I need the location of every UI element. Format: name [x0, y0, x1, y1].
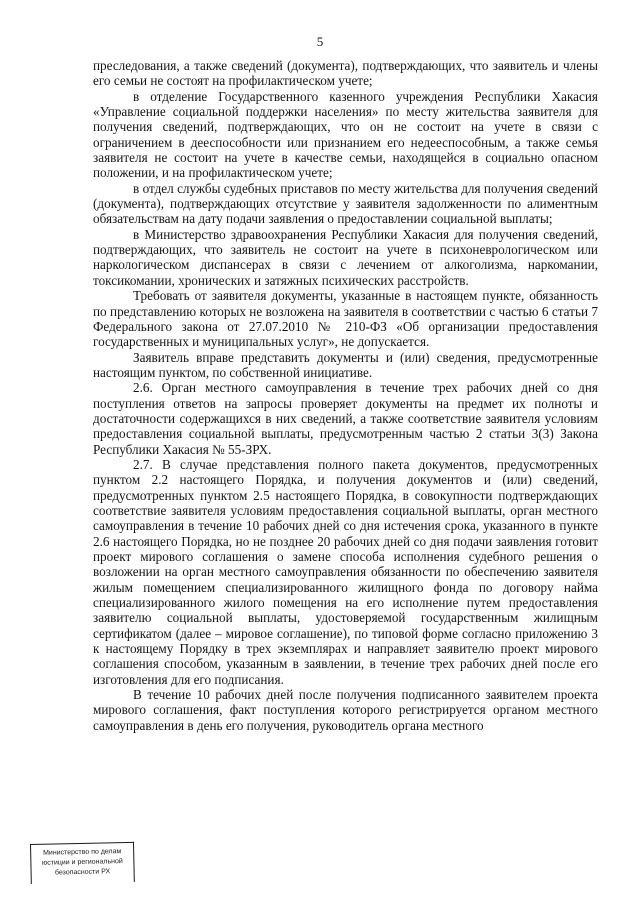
stamp-line: безопасности РХ: [54, 868, 111, 877]
paragraph: Заявитель вправе представить документы и (или) сведения, предусмотренные настоящим пунктом, по собственной инициативе.: [93, 349, 598, 380]
stamp-line: Министерство по делам: [42, 848, 122, 857]
paragraph: в отделение Государственного казенного учреждения Республики Хакасия «Управление социальной поддержки населения» по месту жительства заявителя для получения сведений, подтверждающих, что он не состоит на учете в связи с ограничением в дееспособности или признанием его недееспособным, а также семья заявителя не состоит на учете в качестве семьи, находящейся в социально опасном положении, и на профилактическом учете;: [93, 88, 598, 181]
paragraph: в отдел службы судебных приставов по месту жительства для получения сведений (документа), подтверждающих отсутствие у заявителя задолженности по алиментным обязательствам на дату подачи заявления о предоставлении социальной выплаты;: [93, 180, 598, 227]
paragraph: 2.6. Орган местного самоуправления в течение трех рабочих дней со дня поступления ответов на запросы проверяет документы на предмет их полноты и достаточности содержащихся в них сведений, а также соответствие заявителя условиям предоставления социальной выплаты, предусмотренным частью 2 статьи 3(3) Закона Республики Хакасия № 55-ЗРХ.: [93, 380, 598, 457]
paragraph: В течение 10 рабочих дней после получения подписанного заявителем проекта мирового соглашения, факт поступления которого регистрируется органом местного самоуправления в день его получения, руководитель органа местного: [93, 687, 598, 733]
registration-stamp: [30, 842, 135, 884]
paragraph: в Министерство здравоохранения Республики Хакасия для получения сведений, подтверждающих, что заявитель не состоит на учете в психоневрологическом или наркологическом диспансерах в связи с лечением от алкоголизма, наркомании, токсикомании, хронических и затяжных психических расстройств.: [93, 226, 598, 288]
paragraph: 2.7. В случае представления полного пакета документов, предусмотренных пунктом 2.2 настоящего Порядка, и получения документов и (или) сведений, предусмотренных пунктом 2.5 настоящего Порядка, в совокупности подтверждающих соответствие заявителя условиям предоставления социальной выплаты, орган местного самоуправления в течение 10 рабочих дней со дня истечения срока, указанного в пункте 2.6 настоящего Порядка, но не позднее 20 рабочих дней со дня подачи заявления готовит проект мирового соглашения о замене способа исполнения судебного решения о возложении на орган местного самоуправления обязанности по обеспечению заявителя жилым помещением специализированного жилищного фонда по договору найма специализированного жилого помещения на его исполнение путем предоставления заявителю социальной выплаты, удостоверяемой государственным жилищным сертификатом (далее – мировое соглашение), по типовой форме согласно приложению 3 к настоящему Порядку в трех экземплярах и направляет заявителю проект мирового соглашения способом, указанным в заявлении, в течение трех рабочих дней после его изготовления для его подписания.: [93, 456, 598, 687]
stamp-line: юстиции и региональной: [41, 858, 123, 867]
paragraph: преследования, а также сведений (документа), подтверждающих, что заявитель и члены его семьи не состоят на профилактическом учете;: [93, 58, 598, 89]
page-number: 5: [316, 34, 324, 49]
document-body: [93, 58, 598, 733]
paragraph: Требовать от заявителя документы, указанные в настоящем пункте, обязанность по представлению которых не возложена на заявителя в соответствии с частью 6 статьи 7 Федерального закона от 27.07.2010 № 210-ФЗ «Об организации предоставления государственных и муниципальных услуг», не допускается.: [93, 288, 598, 350]
